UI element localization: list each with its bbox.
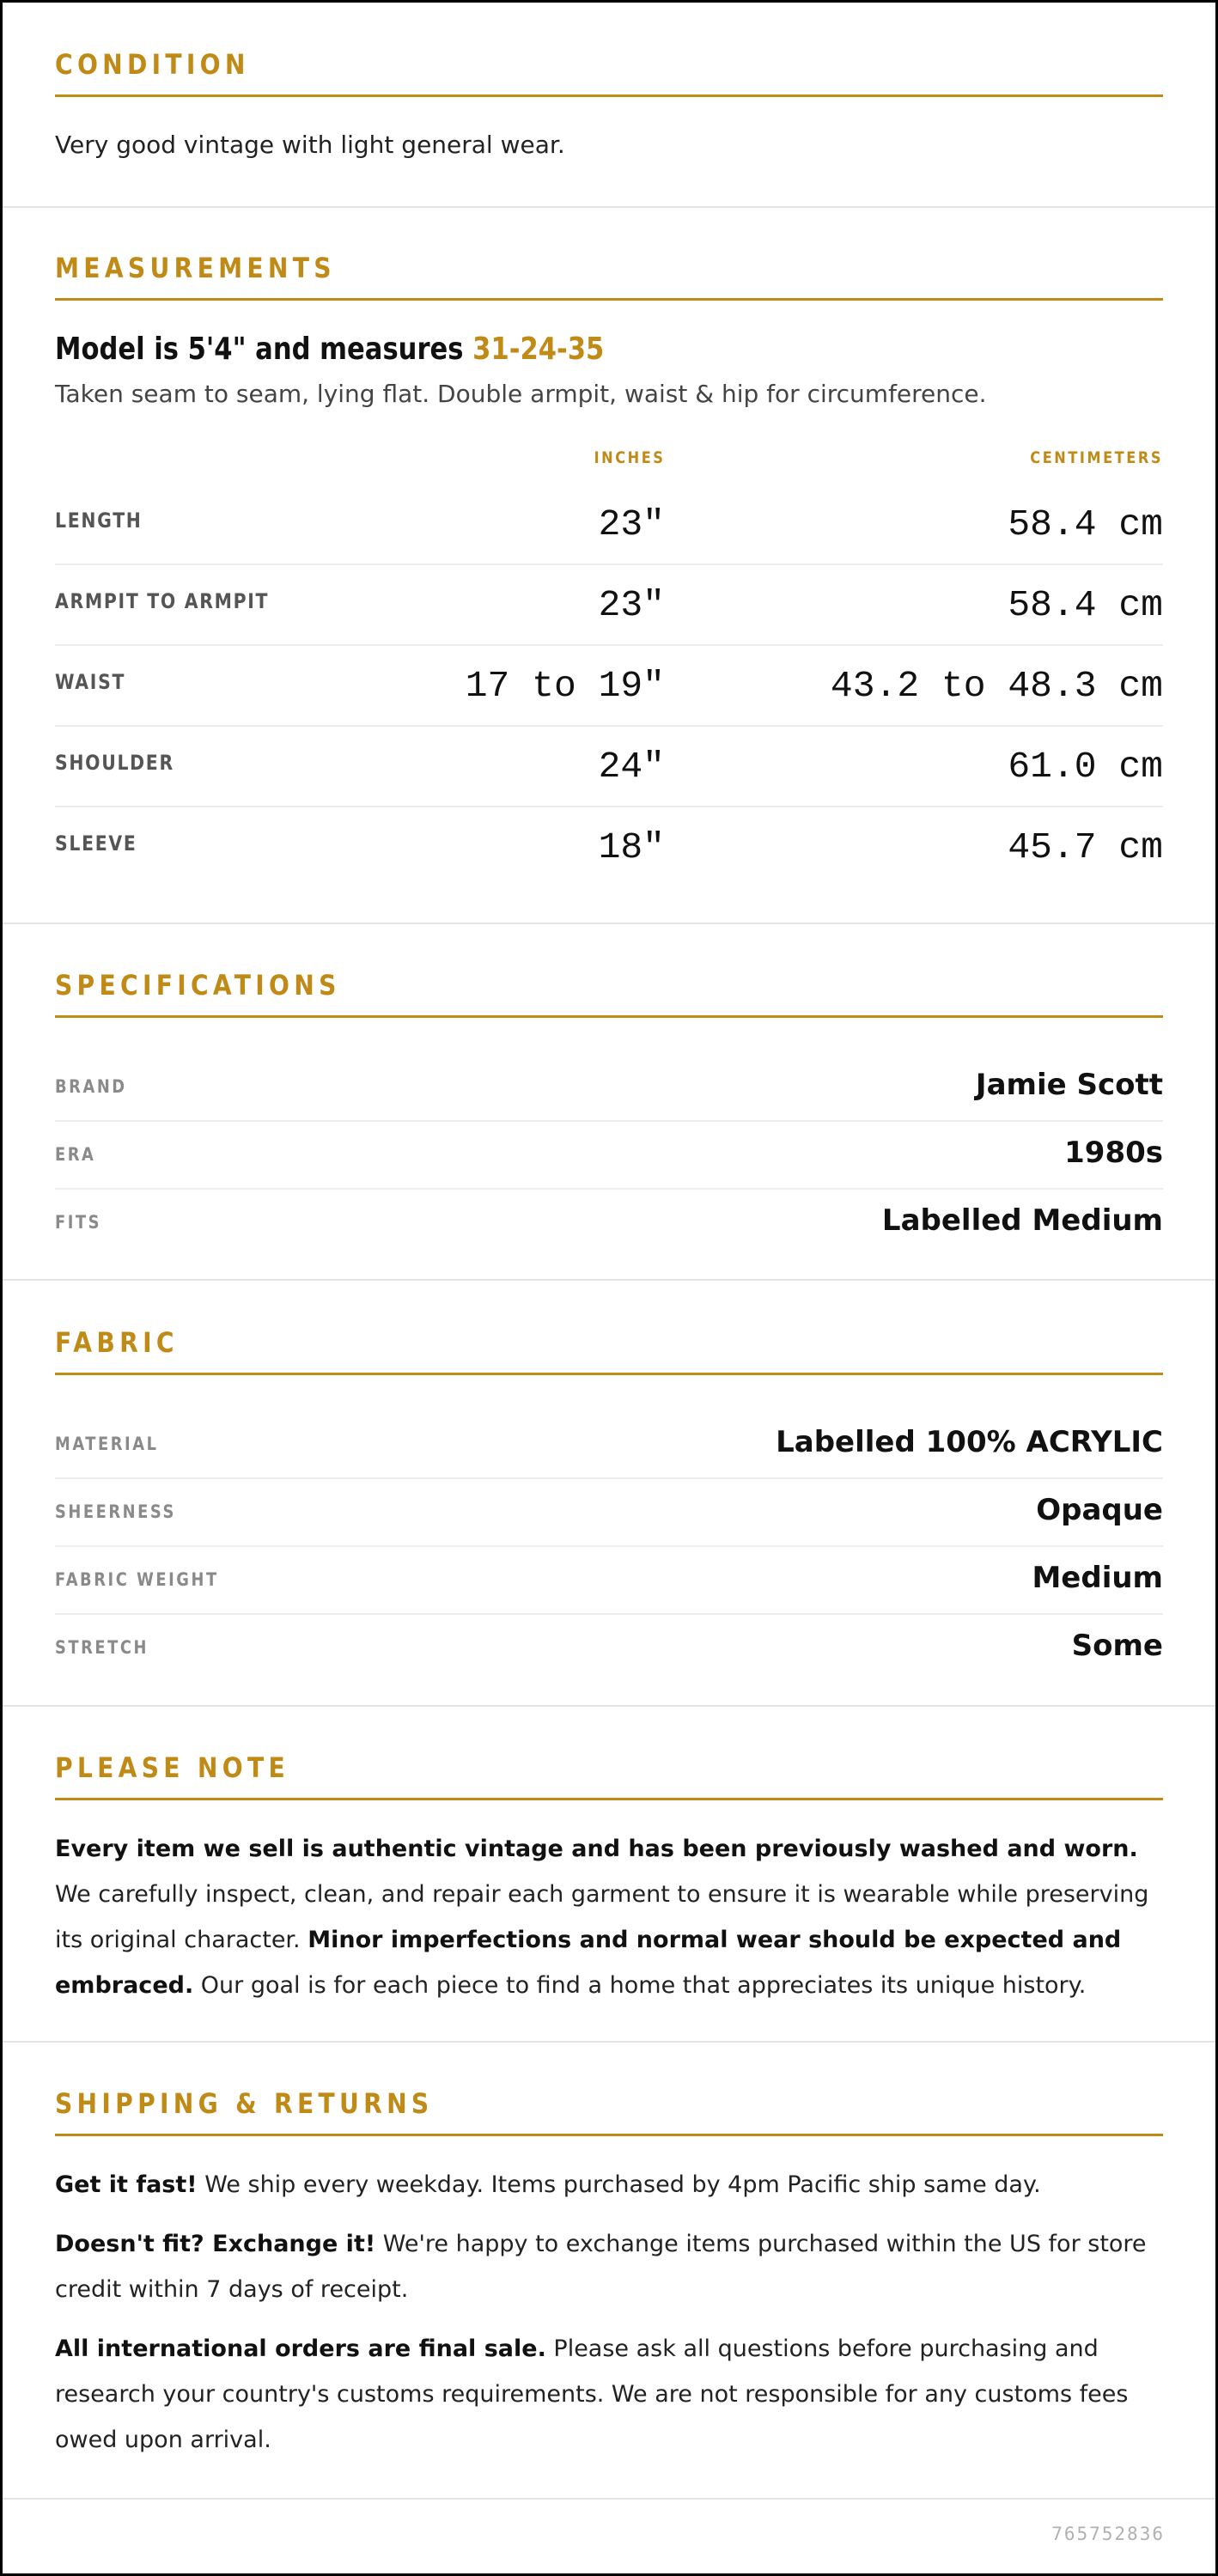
section-divider — [3, 923, 1215, 924]
measurement-row — [55, 727, 1163, 807]
measurement-label: LENGTH — [55, 509, 143, 533]
shipping-exchange-bold: Doesn't fit? Exchange it! — [55, 2231, 376, 2257]
shipping-international-text: Please ask all questions before purchasing and research your country's customs requirements. We are not responsible for any customs fees owed upon arrival. — [55, 2335, 1129, 2453]
fabric-title: FABRIC — [55, 1326, 179, 1359]
measurement-row — [55, 565, 1163, 646]
measurement-row — [55, 807, 1163, 888]
please-note-paragraph — [55, 1826, 1163, 2008]
measurement-cm: 45.7 cm — [1008, 826, 1163, 868]
fabric-row — [55, 1479, 1163, 1547]
shipping-title-rule — [55, 2134, 1163, 2136]
condition-title: CONDITION — [55, 48, 250, 81]
spec-value: Jamie Scott — [975, 1068, 1163, 1102]
fabric-label: MATERIAL — [55, 1434, 159, 1454]
fabric-label: FABRIC WEIGHT — [55, 1569, 219, 1590]
spec-label: ERA — [55, 1144, 96, 1165]
shipping-paragraph-international — [55, 2326, 1163, 2463]
measurements-subtitle: Taken seam to seam, lying flat. Double armpit, waist & hip for circumference. — [55, 380, 987, 408]
section-divider — [3, 1279, 1215, 1281]
shipping-paragraph-fast — [55, 2162, 1163, 2208]
measurements-title-rule — [55, 298, 1163, 301]
measurement-cm: 58.4 cm — [1008, 584, 1163, 626]
spec-value: 1980s — [1064, 1136, 1163, 1170]
spec-label: FITS — [55, 1212, 102, 1233]
condition-text: Very good vintage with light general wear. — [55, 131, 565, 159]
spec-row — [55, 1054, 1163, 1122]
measurement-cm: 61.0 cm — [1008, 746, 1163, 788]
centimeters-column-header: CENTIMETERS — [1030, 448, 1163, 467]
measurement-inches: 24" — [598, 746, 665, 788]
model-headline — [55, 332, 1163, 371]
section-divider — [3, 206, 1215, 208]
listing-id: 765752836 — [1051, 2524, 1165, 2544]
please-note-text-2: Our goal is for each piece to find a home that appreciates its unique history. — [193, 1972, 1087, 1999]
measurements-title: MEASUREMENTS — [55, 252, 336, 284]
fabric-title-rule — [55, 1373, 1163, 1375]
please-note-title: PLEASE NOTE — [55, 1751, 289, 1784]
shipping-international-bold: All international orders are final sale. — [55, 2335, 546, 2362]
footer-divider — [3, 2498, 1215, 2500]
fabric-value: Labelled 100% ACRYLIC — [776, 1425, 1163, 1459]
measurement-inches: 23" — [598, 584, 665, 626]
fabric-row — [55, 1411, 1163, 1479]
spec-row — [55, 1190, 1163, 1258]
specifications-title-rule — [55, 1015, 1163, 1018]
fabric-value: Medium — [1032, 1561, 1163, 1595]
spec-label: BRAND — [55, 1076, 127, 1097]
shipping-paragraph-exchange — [55, 2221, 1163, 2312]
measurement-cm: 43.2 to 48.3 cm — [830, 665, 1163, 707]
fabric-label: SHEERNESS — [55, 1501, 176, 1522]
model-headline-prefix: Model is 5'4" and measures — [55, 332, 473, 367]
spec-value: Labelled Medium — [881, 1203, 1163, 1238]
spec-row — [55, 1122, 1163, 1190]
measurement-cm: 58.4 cm — [1008, 503, 1163, 545]
shipping-fast-text: We ship every weekday. Items purchased by 4pm Pacific ship same day. — [197, 2171, 1041, 2198]
condition-title-rule — [55, 94, 1163, 97]
section-divider — [3, 2041, 1215, 2043]
please-note-bold-1: Every item we sell is authentic vintage and has been previously washed and worn. — [55, 1836, 1138, 1862]
fabric-row — [55, 1615, 1163, 1683]
specifications-title: SPECIFICATIONS — [55, 969, 341, 1002]
shipping-exchange-text: We're happy to exchange items purchased within the US for store credit within 7 days of receipt. — [55, 2231, 1147, 2303]
please-note-title-rule — [55, 1798, 1163, 1800]
please-note-bold-2: Minor imperfections and normal wear should be expected and embraced. — [55, 1927, 1122, 1999]
section-divider — [3, 1705, 1215, 1707]
fabric-value: Some — [1071, 1629, 1163, 1663]
model-measures: 31-24-35 — [472, 332, 605, 367]
measurement-label: WAIST — [55, 670, 126, 694]
measurement-label: ARMPIT TO ARMPIT — [55, 589, 270, 613]
measurement-row — [55, 646, 1163, 727]
shipping-fast-bold: Get it fast! — [55, 2171, 198, 2198]
measurement-row — [55, 484, 1163, 565]
fabric-row — [55, 1547, 1163, 1615]
inches-column-header: INCHES — [594, 448, 665, 467]
fabric-label: STRETCH — [55, 1637, 149, 1658]
please-note-text-1: We carefully inspect, clean, and repair each garment to ensure it is wearable while preserving its original character. — [55, 1881, 1149, 1953]
shipping-title: SHIPPING & RETURNS — [55, 2087, 434, 2120]
measurement-inches: 23" — [598, 503, 665, 545]
measurement-inches: 17 to 19" — [465, 665, 665, 707]
measurement-inches: 18" — [598, 826, 665, 868]
fabric-value: Opaque — [1036, 1493, 1163, 1527]
measurement-label: SLEEVE — [55, 831, 137, 856]
measurement-label: SHOULDER — [55, 751, 174, 775]
